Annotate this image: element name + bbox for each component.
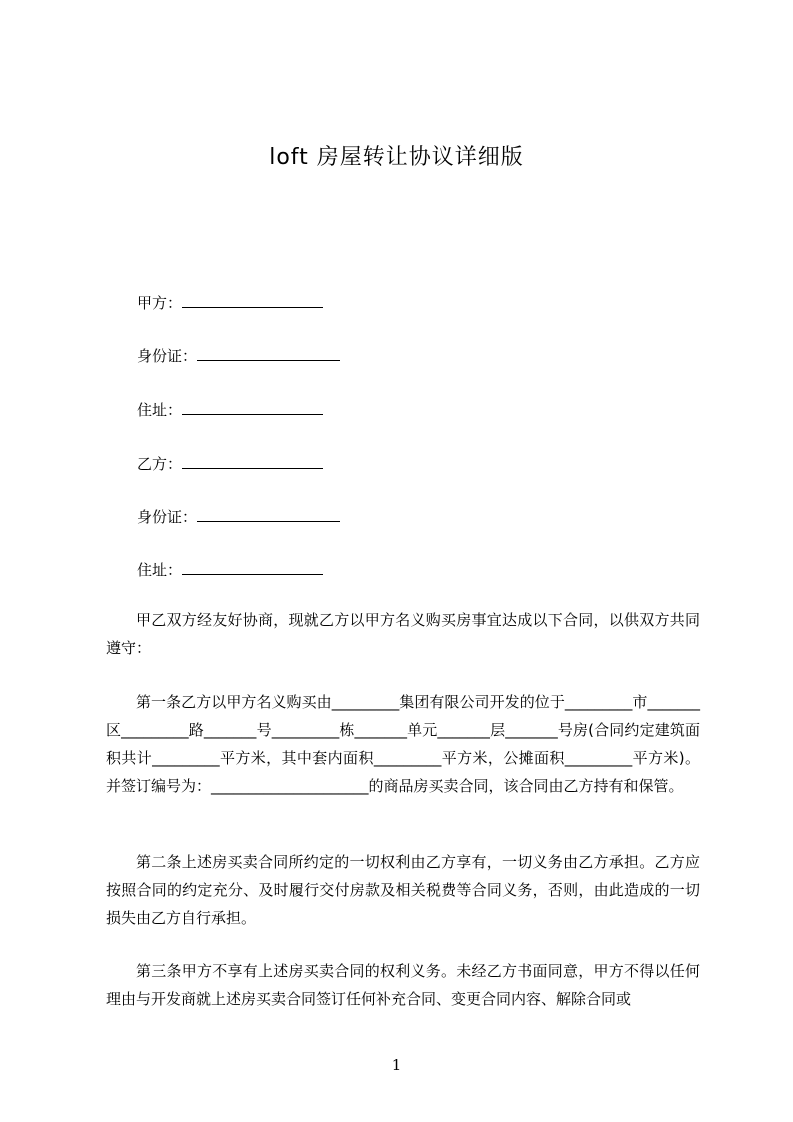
party-b-address-blank xyxy=(182,558,323,575)
party-a-field xyxy=(137,291,323,313)
party-b-address-field xyxy=(137,558,323,580)
article-3-paragraph: 第三条甲方不享有上述房买卖合同的权利义务。未经乙方书面同意，甲方不得以任何理由与开发商就上述房买卖合同签订任何补充合同、变更合同内容、解除合同或 xyxy=(106,962,700,1008)
party-a-address-blank xyxy=(182,398,323,415)
party-b-id-label: 身份证： xyxy=(137,508,198,526)
party-a-blank xyxy=(182,291,323,308)
preamble-paragraph: 甲乙双方经友好协商，现就乙方以甲方名义购买房事宜达成以下合同，以供双方共同遵守： xyxy=(106,611,700,657)
party-a-id-label: 身份证： xyxy=(137,347,198,365)
party-a-id-field xyxy=(137,344,340,366)
party-b-blank xyxy=(182,452,323,469)
party-b-label: 乙方： xyxy=(137,455,183,473)
party-a-id-blank xyxy=(197,344,340,361)
page-number: 1 xyxy=(391,1056,402,1074)
article-1-paragraph: 第一条乙方以甲方名义购买由_________集团有限公司开发的位于_________市_______区_________路_______号_________栋_______单元_______层_______号房(合同约定建筑面积共计_________平方米，其中套内面积_________平方米，公摊面积_________平方米)。并签订编号为：_____________________的商品房买卖合同，该合同由乙方持有和保管。 xyxy=(106,693,700,795)
document-title: loft 房屋转让协议详细版 xyxy=(269,145,524,170)
party-b-field xyxy=(137,452,323,474)
party-a-label: 甲方： xyxy=(137,294,183,312)
party-a-address-field xyxy=(137,398,323,420)
party-a-address-label: 住址： xyxy=(137,401,183,419)
party-b-id-blank xyxy=(197,505,340,522)
party-b-id-field xyxy=(137,505,340,527)
party-b-address-label: 住址： xyxy=(137,561,183,579)
article-2-paragraph: 第二条上述房买卖合同所约定的一切权利由乙方享有，一切义务由乙方承担。乙方应按照合同的约定充分、及时履行交付房款及相关税费等合同义务，否则，由此造成的一切损失由乙方自行承担。 xyxy=(106,853,700,927)
